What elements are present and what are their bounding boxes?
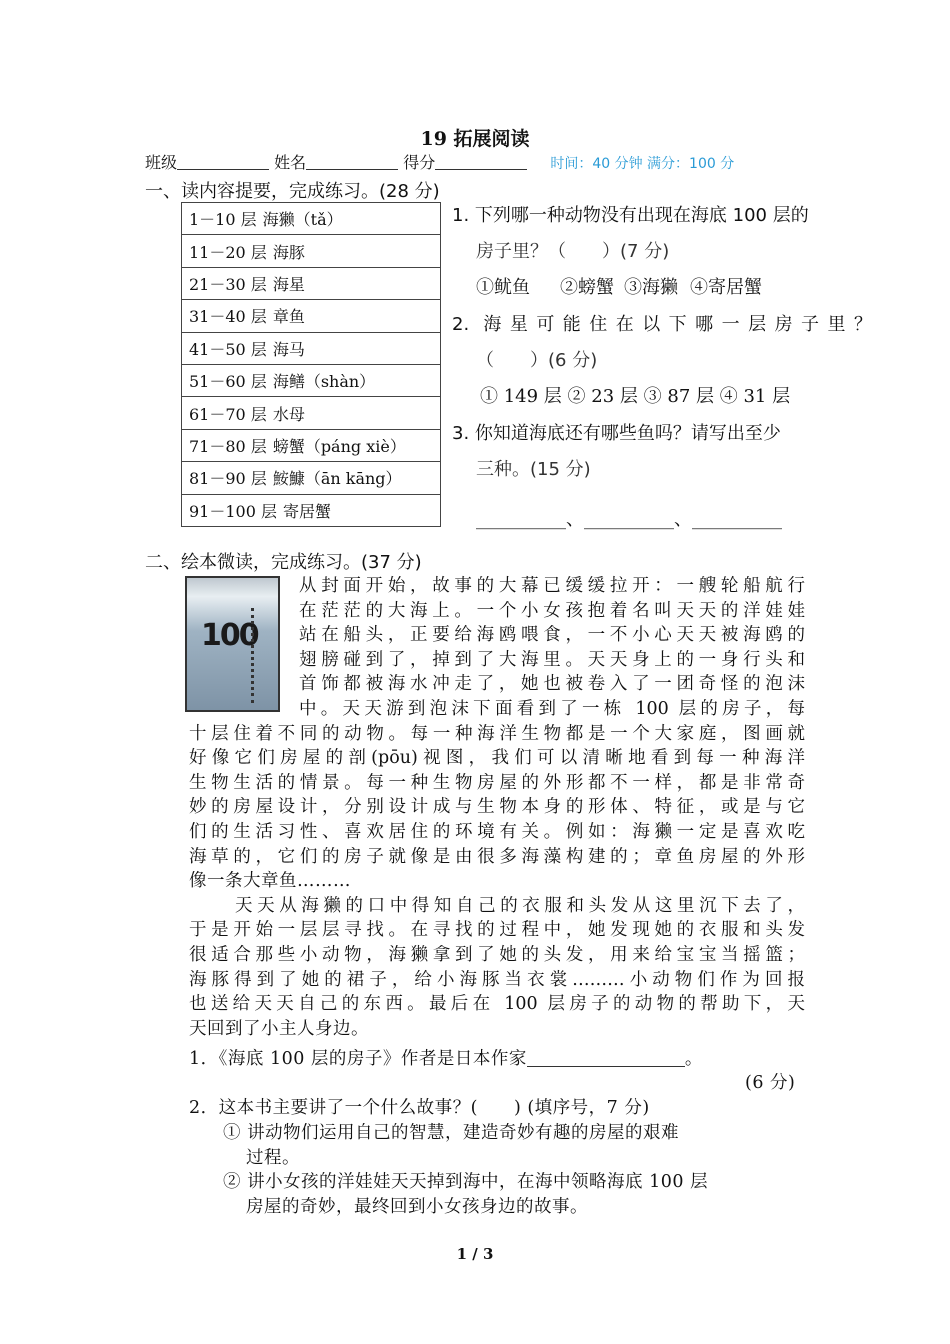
floor-range: 51－60 层 xyxy=(189,372,267,392)
sec2-q2-opt2-line1: ② 讲小女孩的洋娃娃天天掉到海中，在海中领略海底 100 层 xyxy=(223,1172,709,1192)
passage-line: 在茫茫的大海上。一个小女孩抱着名叫天天的洋娃娃 xyxy=(299,600,805,621)
cover-title-number: 100 xyxy=(201,618,258,653)
q2-option-2[interactable]: ② 23 层 xyxy=(567,386,638,407)
section-2-heading: 二、绘本微读，完成练习。(37 分) xyxy=(145,552,422,573)
score-label: 得分 xyxy=(403,153,436,172)
q1-option-1[interactable]: ①鱿鱼 xyxy=(476,277,530,298)
sec2-q2-opt1-line1: ① 讲动物们运用自己的智慧，建造奇妙有趣的房屋的艰难 xyxy=(223,1123,680,1143)
passage-line: 好像它们房屋的剖(pōu)视图，我们可以清晰地看到每一种海洋 xyxy=(189,748,805,769)
passage-line: 中。天天游到泡沫下面看到了一栋 100 层的房子，每 xyxy=(299,699,805,719)
passage-line: 很适合那些小动物，海獭拿到了她的头发，用来给宝宝当摇篮； xyxy=(189,945,805,965)
floor-range: 31－40 层 xyxy=(189,307,267,327)
passage-line: 生物生活的情景。每一种生物房屋的外形都不一样，都是非常奇 xyxy=(189,772,805,793)
sec2-q2-option-1[interactable] xyxy=(223,1121,679,1170)
passage-line: 翅膀碰到了，掉到了大海里。天天身上的一身行头和 xyxy=(299,649,805,670)
passage-line: 从封面开始，故事的大幕已缓缓拉开：一艘轮船航行 xyxy=(299,576,805,596)
q1-option-4[interactable]: ④寄居蟹 xyxy=(690,277,762,298)
q2-option-1[interactable]: ① 149 层 xyxy=(480,386,562,407)
floor-range: 91－100 层 xyxy=(189,501,277,521)
q1-option-3[interactable]: ③海獭 xyxy=(624,277,678,298)
floor-range: 71－80 层 xyxy=(189,436,267,456)
floor-animal: 海马 xyxy=(272,339,305,359)
sec2-q1-end: 。 xyxy=(684,1049,703,1069)
q1-option-2[interactable]: ②螃蟹 xyxy=(560,277,614,298)
floor-range: 21－30 层 xyxy=(189,274,267,294)
sec2-q2-opt2-line2: 房屋的奇妙，最终回到小女孩身边的故事。 xyxy=(246,1196,588,1217)
passage-line: 海豚得到了她的裙子，给小海豚当衣裳………小动物们作为回报 xyxy=(189,969,805,990)
floor-range: 41－50 层 xyxy=(189,339,267,359)
passage-line: 首饰都被海水冲走了，她也被卷入了一团奇怪的泡沫 xyxy=(299,674,805,695)
floor-range: 1－10 层 xyxy=(189,210,257,230)
floor-animal: 螃蟹（páng xiè） xyxy=(272,436,406,456)
passage-line: 天回到了小主人身边。 xyxy=(189,1018,369,1039)
passage-line: 海草的，它们的房子就像是由很多海藻构建的；章鱼房屋的外形 xyxy=(189,846,805,867)
floor-animal: 海豚 xyxy=(272,242,305,262)
floor-range: 81－90 层 xyxy=(189,469,267,489)
section-1-heading: 一、读内容提要，完成练习。(28 分) xyxy=(145,181,440,202)
q3-answer-blanks[interactable]: __________、__________、__________ xyxy=(476,509,782,530)
floor-range: 11－20 层 xyxy=(189,242,267,262)
sec2-q1-text: 1．《海底 100 层的房子》作者是日本作家 xyxy=(189,1049,527,1069)
sec2-question-1 xyxy=(189,1047,703,1072)
floor-animal: 鮟鱇（ān kāng） xyxy=(272,469,402,489)
floor-animal: 海星 xyxy=(272,274,305,294)
name-label: 姓名 xyxy=(274,153,307,172)
class-label: 班级 xyxy=(145,153,178,172)
passage-line: 像一条大章鱼……… xyxy=(189,871,351,892)
floor-animal: 寄居蟹 xyxy=(283,501,332,521)
time-and-score-info: 时间：40 分钟 满分：100 分 xyxy=(550,156,735,172)
q2-option-3[interactable]: ③ 87 层 xyxy=(643,386,714,407)
q2-option-4[interactable]: ④ 31 层 xyxy=(719,386,791,407)
passage-line: 十层住着不同的动物。每一种海洋生物都是一个大家庭，图画就 xyxy=(189,723,805,744)
q1-line-2: 房子里？（ ）(7 分) xyxy=(476,241,670,262)
sec2-q2-opt1-line2: 过程。 xyxy=(246,1147,300,1168)
q1-line-1: 1. 下列哪一种动物没有出现在海底 100 层的 xyxy=(452,205,809,226)
page-title: 19 拓展阅读 xyxy=(420,128,530,150)
passage-line: 于是开始一层层寻找。在寻找的过程中，她发现她的衣服和头发 xyxy=(189,920,805,941)
author-answer-blank[interactable] xyxy=(527,1048,685,1067)
page-number: 1 / 3 xyxy=(456,1245,494,1263)
sec2-q1-score: (6 分) xyxy=(745,1073,796,1093)
q3-line-1: 3. 你知道海底还有哪些鱼吗？请写出至少 xyxy=(452,423,781,444)
floor-range: 61－70 层 xyxy=(189,404,267,424)
sec2-q2-text[interactable]: 2．这本书主要讲了一个什么故事？( ) (填序号，7 分) xyxy=(189,1098,650,1118)
floor-animal: 海鳝（shàn） xyxy=(272,372,376,392)
floor-animal: 水母 xyxy=(272,404,305,424)
floor-animal: 章鱼 xyxy=(272,307,305,327)
q3-line-2: 三种。(15 分) xyxy=(476,459,591,480)
passage-line: 站在船头，正要给海鸥喂食，一不小心天天被海鸥的 xyxy=(299,625,805,646)
passage-line: 天天从海獭的口中得知自己的衣服和头发从这里沉下去了， xyxy=(235,895,805,916)
passage-line: 们的生活习性、喜欢居住的环境有关。例如：海獭一定是喜欢吃 xyxy=(189,822,805,842)
passage-line: 也送给天天自己的东西。最后在 100 层房子的动物的帮助下，天 xyxy=(189,994,805,1015)
passage-line: 妙的房屋设计，分别设计成与生物本身的形体、特征，或是与它 xyxy=(189,797,805,818)
q2-line-2: （ ）(6 分) xyxy=(476,350,598,371)
sec2-q2-option-2[interactable] xyxy=(223,1170,708,1219)
floor-animal: 海獭（tǎ） xyxy=(262,210,343,230)
q2-line-1: 2. 海星可能住在以下哪一层房子里？ xyxy=(452,314,872,335)
